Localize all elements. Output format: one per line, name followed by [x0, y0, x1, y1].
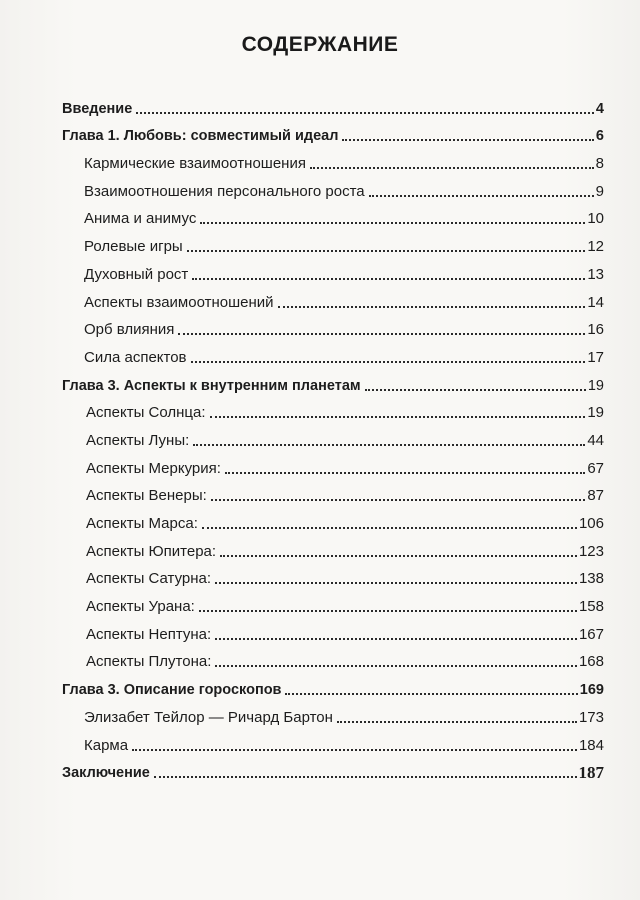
- toc-entry-page: 169: [579, 682, 604, 699]
- toc-entry-label: Ролевые игры: [84, 238, 183, 256]
- dot-leader: [193, 444, 585, 446]
- toc-entry-page: 123: [578, 542, 604, 560]
- toc-entry-label: Глава 3. Описание гороскопов: [62, 682, 282, 699]
- toc-entry-page: 106: [578, 515, 604, 532]
- toc-entry-page: 67: [587, 459, 604, 477]
- dot-leader: [132, 749, 577, 751]
- toc-entry: [62, 339, 604, 367]
- toc-entry-label: Аспекты Луны:: [86, 431, 190, 449]
- dot-leader: [215, 638, 577, 640]
- toc-entry-label: Заключение: [62, 765, 150, 782]
- dot-leader: [215, 582, 577, 584]
- toc-entry: [62, 422, 604, 450]
- toc-entry: [62, 367, 604, 395]
- dot-leader: [278, 306, 586, 308]
- toc-entry-page: 19: [587, 377, 604, 394]
- dot-leader: [337, 721, 577, 723]
- toc-entry: [62, 284, 604, 312]
- dot-leader: [365, 389, 586, 391]
- dot-leader: [285, 693, 577, 695]
- toc-entry-label: Введение: [62, 100, 133, 117]
- toc-entry-page: 173: [578, 708, 604, 726]
- toc-entry: [62, 478, 604, 506]
- toc-entry: [62, 201, 604, 229]
- toc-entry-page: 12: [587, 238, 604, 256]
- toc-entry: [62, 671, 604, 699]
- toc-entry-page: 184: [578, 736, 604, 754]
- dot-leader: [199, 610, 577, 612]
- toc-entry: [62, 450, 604, 478]
- toc-entry-label: Анима и анимус: [84, 210, 197, 228]
- toc-entry: [62, 90, 604, 118]
- toc-entry: [62, 561, 604, 589]
- dot-leader: [191, 361, 586, 363]
- toc-entry-label: Духовный рост: [84, 265, 189, 283]
- toc-entry-page: 44: [587, 431, 604, 449]
- dot-leader: [202, 527, 577, 529]
- toc-entry: [62, 228, 604, 256]
- dot-leader: [225, 472, 585, 474]
- toc-entry-label: Карма: [84, 736, 129, 754]
- page-title: СОДЕРЖАНИЕ: [241, 33, 399, 56]
- toc-entry-label: Сила аспектов: [84, 348, 187, 366]
- dot-leader: [178, 333, 585, 335]
- toc-entry-label: Глава 3. Аспекты к внутренним планетам: [62, 377, 361, 394]
- toc-entry-label: Аспекты Меркурия:: [86, 459, 221, 477]
- dot-leader: [211, 499, 586, 501]
- toc-entry: [62, 312, 604, 340]
- toc-entry: [62, 118, 604, 146]
- toc-entry-label: Взаимоотношения персонального роста: [84, 182, 365, 200]
- toc-entry: [62, 505, 604, 533]
- toc-entry: [62, 644, 604, 672]
- dot-leader: [187, 250, 586, 252]
- toc-entry-label: Аспекты Солнца:: [86, 404, 206, 422]
- toc-entry-page: 6: [595, 128, 604, 145]
- dot-leader: [154, 776, 577, 778]
- toc-entry-label: Кармические взаимоотношения: [84, 155, 306, 173]
- dot-leader: [215, 665, 577, 667]
- toc-entry: [62, 395, 604, 423]
- toc-entry: [62, 727, 604, 755]
- toc-entry: [62, 173, 604, 201]
- toc-entry-page: 187: [578, 763, 604, 783]
- toc-entry: [62, 616, 604, 644]
- toc-entry-label: Орб влияния: [84, 321, 175, 339]
- toc-entry-page: 168: [578, 653, 604, 671]
- toc-entry-page: 16: [587, 321, 604, 339]
- dot-leader: [200, 222, 585, 224]
- dot-leader: [342, 139, 594, 141]
- toc-entry-label: Аспекты Марса:: [86, 515, 198, 532]
- toc-entry: [62, 256, 604, 284]
- toc-entry-page: 17: [587, 348, 604, 366]
- toc-entry-page: 19: [587, 404, 604, 422]
- dot-leader: [210, 416, 586, 418]
- toc-entry-page: 8: [595, 155, 604, 173]
- toc-entry-page: 10: [587, 210, 604, 228]
- toc-entry-page: 167: [578, 625, 604, 643]
- toc-entry: [62, 699, 604, 727]
- toc-entry-page: 158: [578, 598, 604, 616]
- dot-leader: [192, 278, 585, 280]
- toc-entry-page: 9: [595, 182, 604, 200]
- toc-entry-label: Аспекты Юпитера:: [86, 542, 217, 560]
- toc-entry: [62, 755, 604, 783]
- toc-entry-label: Аспекты взаимоотношений: [84, 293, 274, 311]
- toc-entry-label: Глава 1. Любовь: совместимый идеал: [62, 128, 339, 145]
- dot-leader: [369, 195, 594, 197]
- toc-entry-label: Аспекты Венеры:: [86, 487, 207, 505]
- toc-entry-label: Аспекты Плутона:: [86, 653, 212, 671]
- toc-entry-label: Аспекты Урана:: [86, 598, 195, 616]
- toc-entry: [62, 145, 604, 173]
- toc-entry-page: 138: [578, 570, 604, 588]
- toc-entry-page: 87: [587, 487, 604, 505]
- toc-entry-label: Аспекты Нептуна:: [86, 625, 212, 643]
- toc-entry-page: 13: [587, 265, 604, 283]
- dot-leader: [310, 167, 594, 169]
- dot-leader: [220, 555, 577, 557]
- toc-entry-page: 4: [595, 100, 604, 117]
- toc-entry-page: 14: [587, 293, 604, 311]
- toc-entry-label: Элизабет Тейлор — Ричард Бартон: [84, 708, 333, 726]
- table-of-contents: [62, 90, 604, 782]
- toc-entry: [62, 588, 604, 616]
- dot-leader: [136, 112, 594, 114]
- toc-entry-label: Аспекты Сатурна:: [86, 570, 212, 588]
- toc-entry: [62, 533, 604, 561]
